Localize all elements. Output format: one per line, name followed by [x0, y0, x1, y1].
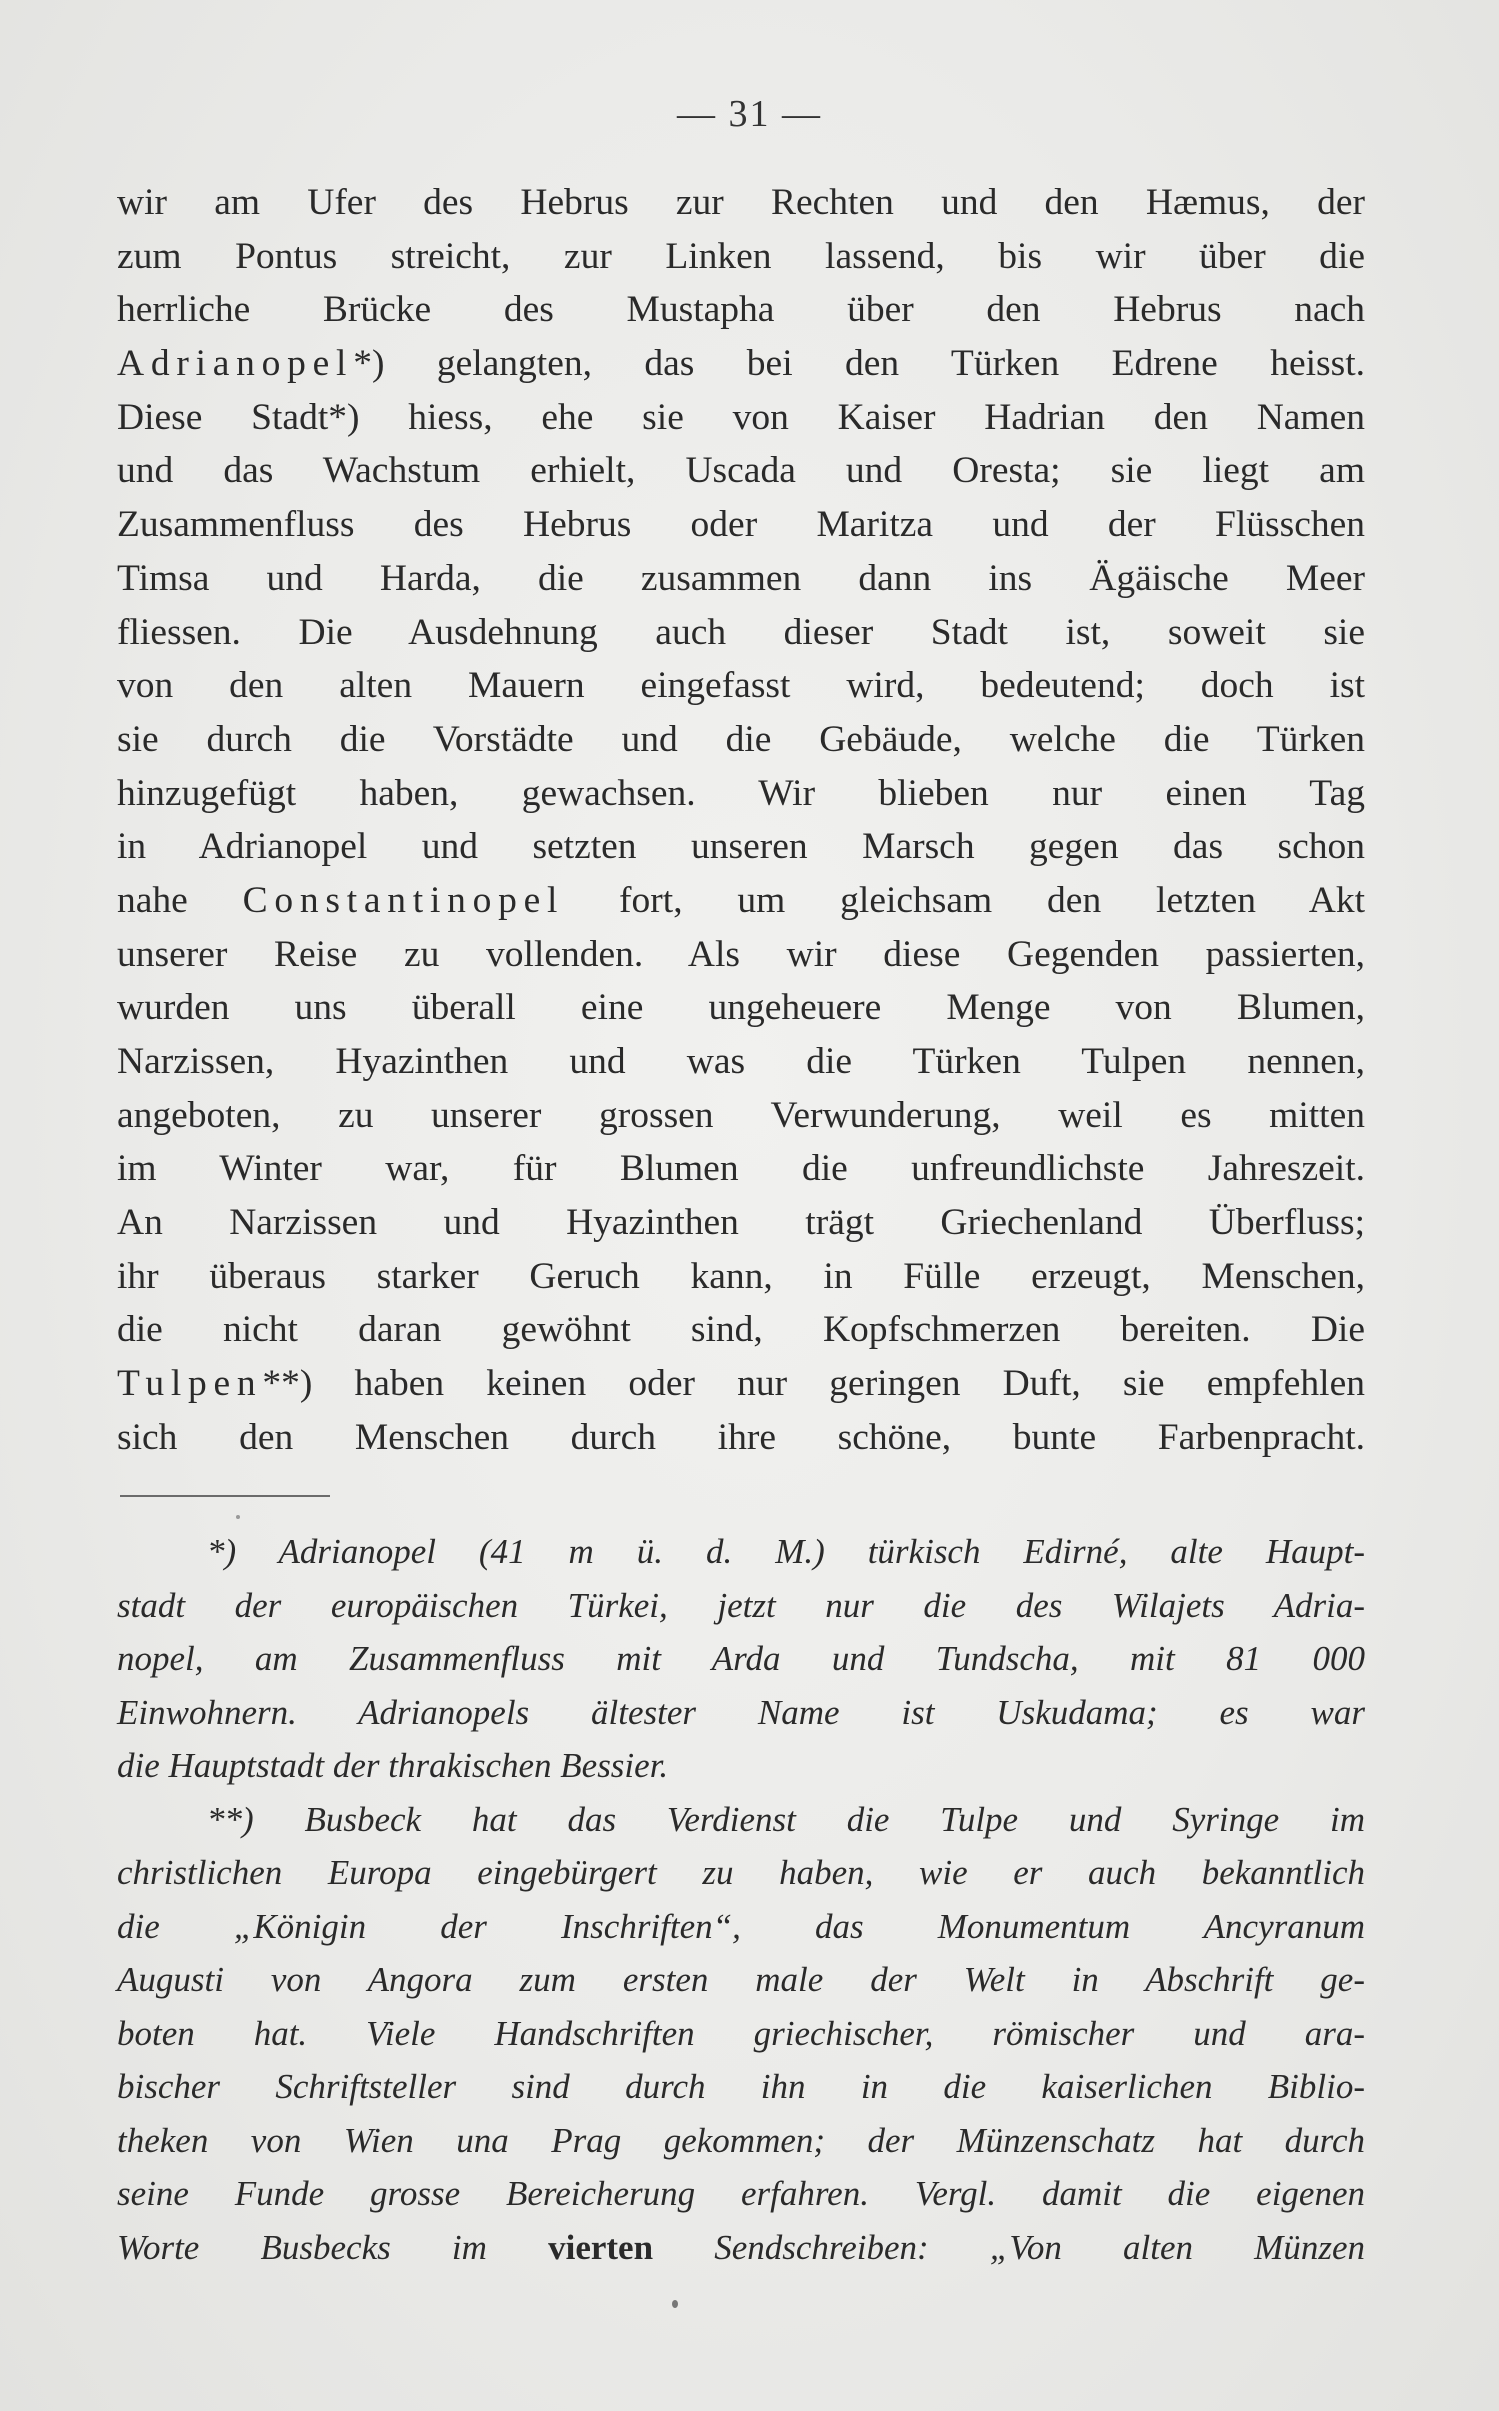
footnote-2-line: Augusti von Angora zum ersten male der Welt in Abschrift ge-	[117, 1960, 1365, 1999]
text-line: sie durch die Vorstädte und die Gebäude, welche die Türken	[117, 718, 1365, 760]
text-line: An Narzissen und Hyazinthen trägt Griechenland Überfluss;	[117, 1202, 1365, 1244]
footnote-2-line: bischer Schriftsteller sind durch ihn in die kaiserlichen Biblio-	[117, 2067, 1365, 2106]
text-line: in Adrianopel und setzten unseren Marsch gegen das schon	[117, 826, 1365, 868]
footnote-2-line: theken von Wien una Prag gekommen; der Münzenschatz hat durch	[117, 2120, 1365, 2160]
footnote-2-line: seine Funde grosse Bereicherung erfahren. Vergl. damit die eigenen	[117, 2174, 1365, 2213]
main-text-block	[117, 176, 1365, 1465]
footnote-divider	[120, 1495, 330, 1497]
print-speck	[672, 2300, 678, 2308]
footnotes-block	[117, 1525, 1365, 2274]
emphasized-word: Tulpen	[117, 1363, 263, 1405]
text-line: fliessen. Die Ausdehnung auch dieser Stadt ist, soweit sie	[117, 611, 1365, 653]
footnote-2-line: boten hat. Viele Handschriften griechischer, römischer und ara-	[117, 2013, 1365, 2053]
text-line: Timsa und Harda, die zusammen dann ins Ägäische Meer	[117, 557, 1365, 599]
footnote-2-line: christlichen Europa eingebürgert zu haben, wie er auch bekanntlich	[117, 1853, 1365, 1892]
text-line: von den alten Mauern eingefasst wird, bedeutend; doch ist	[117, 665, 1365, 707]
text-line: unserer Reise zu vollenden. Als wir diese Gegenden passierten,	[117, 933, 1365, 975]
footnote-1-line: *) Adrianopel (41 m ü. d. M.) türkisch Edirné, alte Haupt-	[207, 1532, 1365, 1571]
footnote-2-line: die „Königin der Inschriften“, das Monumentum Ancyranum	[117, 1906, 1365, 1946]
text-line: Tulpen**) haben keinen oder nur geringen Duft, sie empfehlen	[117, 1363, 1365, 1405]
text-line: hinzugefügt haben, gewachsen. Wir blieben nur einen Tag	[117, 772, 1365, 814]
footnote-1-line: Einwohnern. Adrianopels ältester Name ist Uskudama; es war	[117, 1692, 1365, 1732]
text-line: Narzissen, Hyazinthen und was die Türken Tulpen nennen,	[117, 1041, 1365, 1082]
emphasized-word: Constantinopel	[242, 879, 565, 921]
text-line: Diese Stadt*) hiess, ehe sie von Kaiser Hadrian den Namen	[117, 396, 1365, 438]
emphasized-word: Adrianopel	[117, 343, 354, 385]
page-number: — 31 —	[677, 93, 822, 135]
footnote-1-line: die Hauptstadt der thrakischen Bessier.	[117, 1746, 669, 1785]
text-line: im Winter war, für Blumen die unfreundlichste Jahreszeit.	[117, 1148, 1365, 1190]
text-line: Adrianopel*) gelangten, das bei den Türken Edrene heisst.	[117, 343, 1365, 385]
text-line: wurden uns überall eine ungeheuere Menge von Blumen,	[117, 987, 1365, 1029]
text-line: angeboten, zu unserer grossen Verwunderung, weil es mitten	[117, 1094, 1365, 1136]
footnote-1-line: stadt der europäischen Türkei, jetzt nur die des Wilajets Adria-	[117, 1585, 1365, 1625]
text-line: und das Wachstum erhielt, Uscada und Oresta; sie liegt am	[117, 450, 1365, 492]
footnote-2-line: Worte Busbecks im vierten Sendschreiben: „Von alten Münzen	[117, 2227, 1365, 2267]
text-line: sich den Menschen durch ihre schöne, bunte Farbenpracht.	[117, 1416, 1365, 1458]
footnote-2-line: **) Busbeck hat das Verdienst die Tulpe und Syringe im	[207, 1799, 1365, 1839]
print-speck	[236, 1515, 240, 1519]
bold-word: vierten	[548, 2227, 654, 2267]
text-line: ihr überaus starker Geruch kann, in Fülle erzeugt, Menschen,	[117, 1255, 1365, 1297]
text-line: zum Pontus streicht, zur Linken lassend, bis wir über die	[117, 235, 1365, 277]
text-line: Zusammenfluss des Hebrus oder Maritza und der Flüsschen	[117, 504, 1365, 546]
text-line: nahe Constantinopel fort, um gleichsam den letzten Akt	[117, 879, 1365, 921]
text-line: wir am Ufer des Hebrus zur Rechten und den Hæmus, der	[117, 182, 1365, 223]
text-line: herrliche Brücke des Mustapha über den Hebrus nach	[117, 289, 1365, 331]
text-line: die nicht daran gewöhnt sind, Kopfschmerzen bereiten. Die	[117, 1309, 1365, 1351]
footnote-1-line: nopel, am Zusammenfluss mit Arda und Tundscha, mit 81 000	[117, 1639, 1365, 1678]
